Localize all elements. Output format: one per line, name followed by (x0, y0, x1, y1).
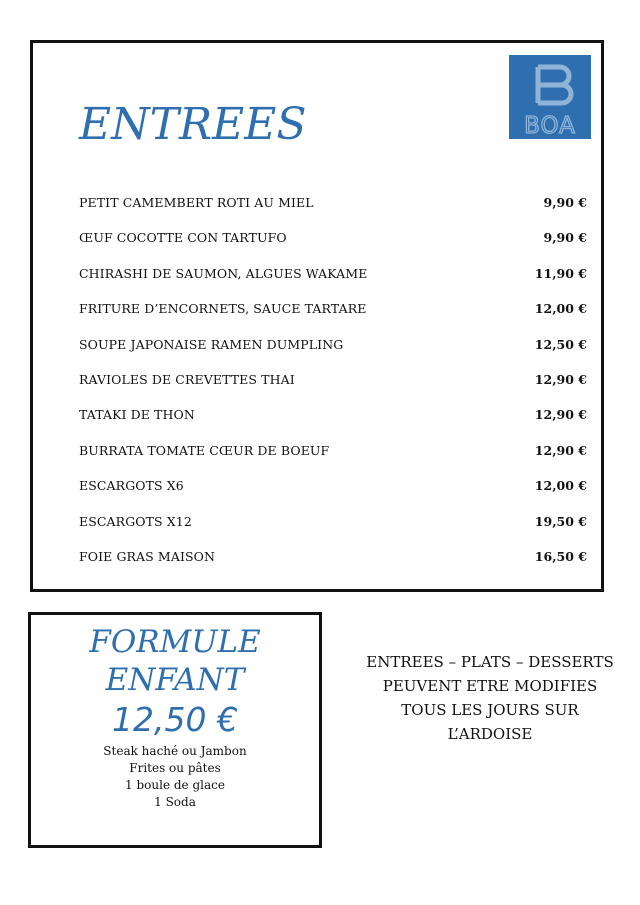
menu-item (79, 195, 587, 230)
menu-item-name: BURRATA TOMATE CŒUR DE BOEUF (79, 442, 330, 458)
kids-line: 1 boule de glace (125, 778, 225, 792)
menu-item-price: 12,00 € (534, 478, 587, 494)
note-line: L’ARDOISE (447, 725, 533, 743)
boa-logo (509, 55, 591, 139)
menu-item-name: ŒUF COCOTTE CON TARTUFO (79, 230, 287, 246)
menu-item (79, 337, 587, 372)
menu-item (79, 407, 587, 442)
menu-item-price: 9,90 € (543, 230, 587, 246)
menu-item-name: ESCARGOTS X6 (79, 478, 184, 494)
kids-title-line2: ENFANT (105, 662, 245, 698)
kids-formula-box (28, 612, 322, 848)
kids-contents (31, 743, 319, 811)
note-line: PEUVENT ETRE MODIFIES (382, 677, 598, 695)
menu-item-price: 16,50 € (534, 548, 587, 564)
menu-item-name: FOIE GRAS MAISON (79, 548, 216, 564)
menu-item (79, 549, 587, 584)
menu-item-price: 12,50 € (534, 336, 587, 352)
kids-line: 1 Soda (154, 795, 196, 809)
menu-item-price: 12,90 € (534, 442, 587, 458)
note-line: ENTREES – PLATS – DESSERTS (366, 653, 614, 671)
menu-item-price: 12,90 € (534, 371, 587, 387)
menu-item-name: CHIRASHI DE SAUMON, ALGUES WAKAME (79, 265, 368, 281)
note-line: TOUS LES JOURS SUR (401, 701, 579, 719)
menu-item-name: FRITURE D’ENCORNETS, SAUCE TARTARE (79, 301, 367, 317)
menu-item-name: SOUPE JAPONAISE RAMEN DUMPLING (79, 336, 344, 352)
menu-item (79, 230, 587, 265)
menu-item (79, 266, 587, 301)
menu-note (340, 650, 640, 746)
menu-item (79, 443, 587, 478)
kids-title-line1: FORMULE (89, 624, 261, 660)
menu-item (79, 514, 587, 549)
menu-item-price: 12,90 € (534, 407, 587, 423)
menu-item-name: ESCARGOTS X12 (79, 513, 192, 529)
entrees-menu-box (30, 40, 604, 592)
menu-item-name: TATAKI DE THON (79, 407, 195, 423)
menu-item-list (79, 195, 587, 584)
menu-item-price: 12,00 € (534, 301, 587, 317)
menu-item-name: RAVIOLES DE CREVETTES THAI (79, 371, 295, 387)
menu-item-price: 9,90 € (543, 195, 587, 210)
menu-item (79, 372, 587, 407)
kids-line: Frites ou pâtes (129, 761, 221, 775)
kids-line: Steak haché ou Jambon (103, 744, 247, 758)
menu-item (79, 478, 587, 513)
menu-item-name: PETIT CAMEMBERT ROTI AU MIEL (79, 195, 314, 210)
menu-item (79, 301, 587, 336)
logo-text: BOA (524, 113, 576, 139)
menu-item-price: 19,50 € (534, 513, 587, 529)
menu-title: ENTREES (79, 99, 307, 150)
kids-price: 12,50 € (112, 700, 238, 739)
menu-item-price: 11,90 € (534, 265, 587, 281)
